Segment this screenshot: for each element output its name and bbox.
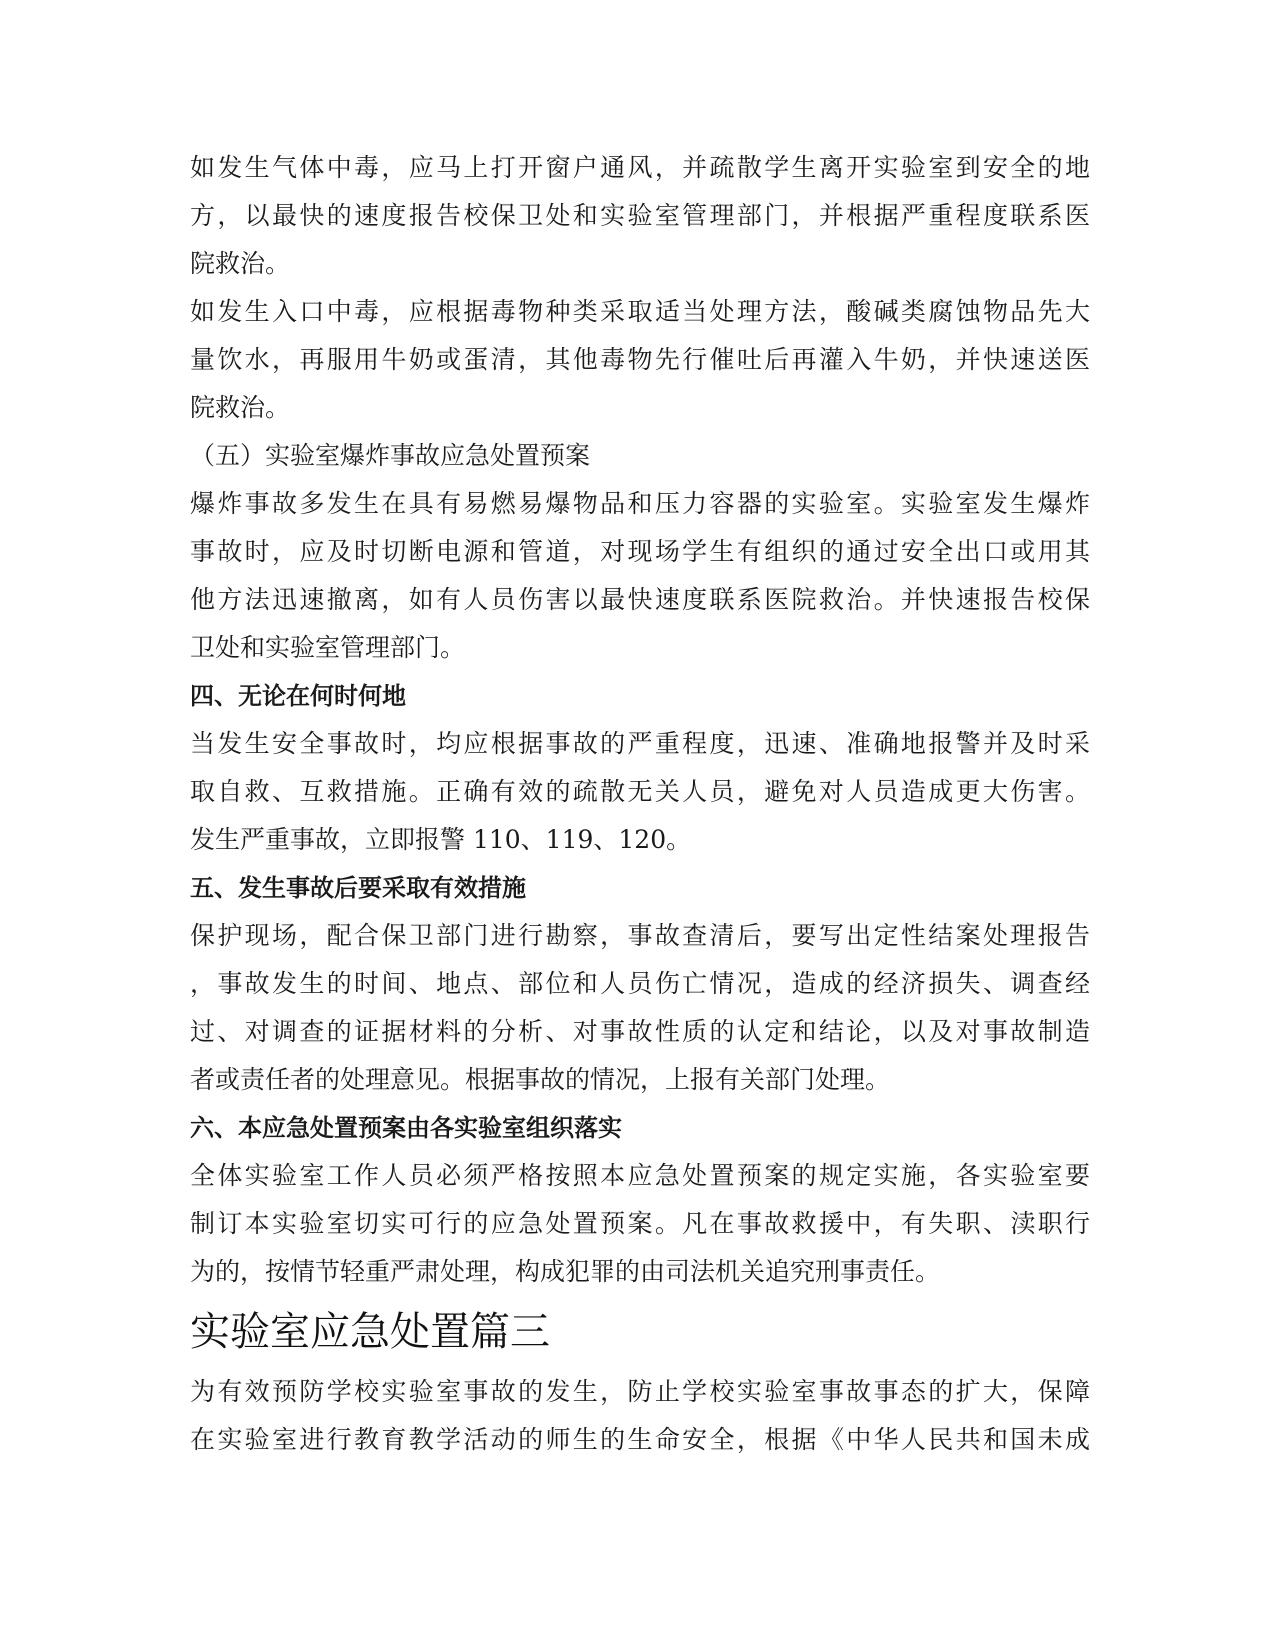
text-line: 全体实验室工作人员必须严格按照本应急处置预案的规定实施，各实验室要	[190, 1161, 1090, 1190]
section-heading: 四、无论在何时何地	[190, 682, 406, 710]
text-line: 卫处和实验室管理部门。	[190, 633, 466, 662]
text-line: 过、对调查的证据材料的分析、对事故性质的认定和结论，以及对事故制造	[190, 1017, 1090, 1046]
text-line: 院救治。	[190, 393, 291, 422]
text-line: 取自救、互救措施。正确有效的疏散无关人员，避免对人员造成更大伤害。	[190, 777, 1090, 806]
section-heading: 五、发生事故后要采取有效措施	[190, 874, 526, 902]
text-line: 者或责任者的处理意见。根据事故的情况，上报有关部门处理。	[190, 1065, 891, 1094]
text-line: 为有效预防学校实验室事故的发生，防止学校实验室事故事态的扩大，保障	[190, 1377, 1090, 1406]
text-line: 事故时，应及时切断电源和管道，对现场学生有组织的通过安全出口或用其	[190, 537, 1090, 566]
text-line: 爆炸事故多发生在具有易燃易爆物品和压力容器的实验室。实验室发生爆炸	[190, 489, 1090, 518]
subsection-heading: （五）实验室爆炸事故应急处置预案	[190, 441, 591, 470]
text-line: 他方法迅速撤离，如有人员伤害以最快速度联系医院救治。并快速报告校保	[190, 585, 1090, 614]
text-line: 如发生气体中毒，应马上打开窗户通风，并疏散学生离开实验室到安全的地	[190, 153, 1090, 182]
text-line: 如发生入口中毒，应根据毒物种类采取适当处理方法，酸碱类腐蚀物品先大	[190, 297, 1090, 326]
text-line: 当发生安全事故时，均应根据事故的严重程度，迅速、准确地报警并及时采	[190, 729, 1090, 758]
text-line: 保护现场，配合保卫部门进行勘察，事故查清后，要写出定性结案处理报告	[190, 921, 1090, 950]
text-line: 量饮水，再服用牛奶或蛋清，其他毒物先行催吐后再灌入牛奶，并快速送医	[190, 345, 1090, 374]
text-line: 发生严重事故，立即报警 110、119、120。	[190, 825, 692, 854]
section-heading: 六、本应急处置预案由各实验室组织落实	[190, 1114, 622, 1142]
text-line: 方，以最快的速度报告校保卫处和实验室管理部门，并根据严重程度联系医	[190, 201, 1090, 230]
text-line: ，事故发生的时间、地点、部位和人员伤亡情况，造成的经济损失、调查经	[190, 969, 1090, 998]
text-line: 院救治。	[190, 249, 291, 278]
chapter-title: 实验室应急处置篇三	[190, 1309, 550, 1355]
document-body	[190, 144, 1090, 1464]
text-line: 制订本实验室切实可行的应急处置预案。凡在事故救援中，有失职、渎职行	[190, 1209, 1090, 1238]
text-line: 在实验室进行教育教学活动的师生的生命安全，根据《中华人民共和国未成	[190, 1425, 1090, 1454]
text-line: 为的，按情节轻重严肃处理，构成犯罪的由司法机关追究刑事责任。	[190, 1257, 941, 1286]
